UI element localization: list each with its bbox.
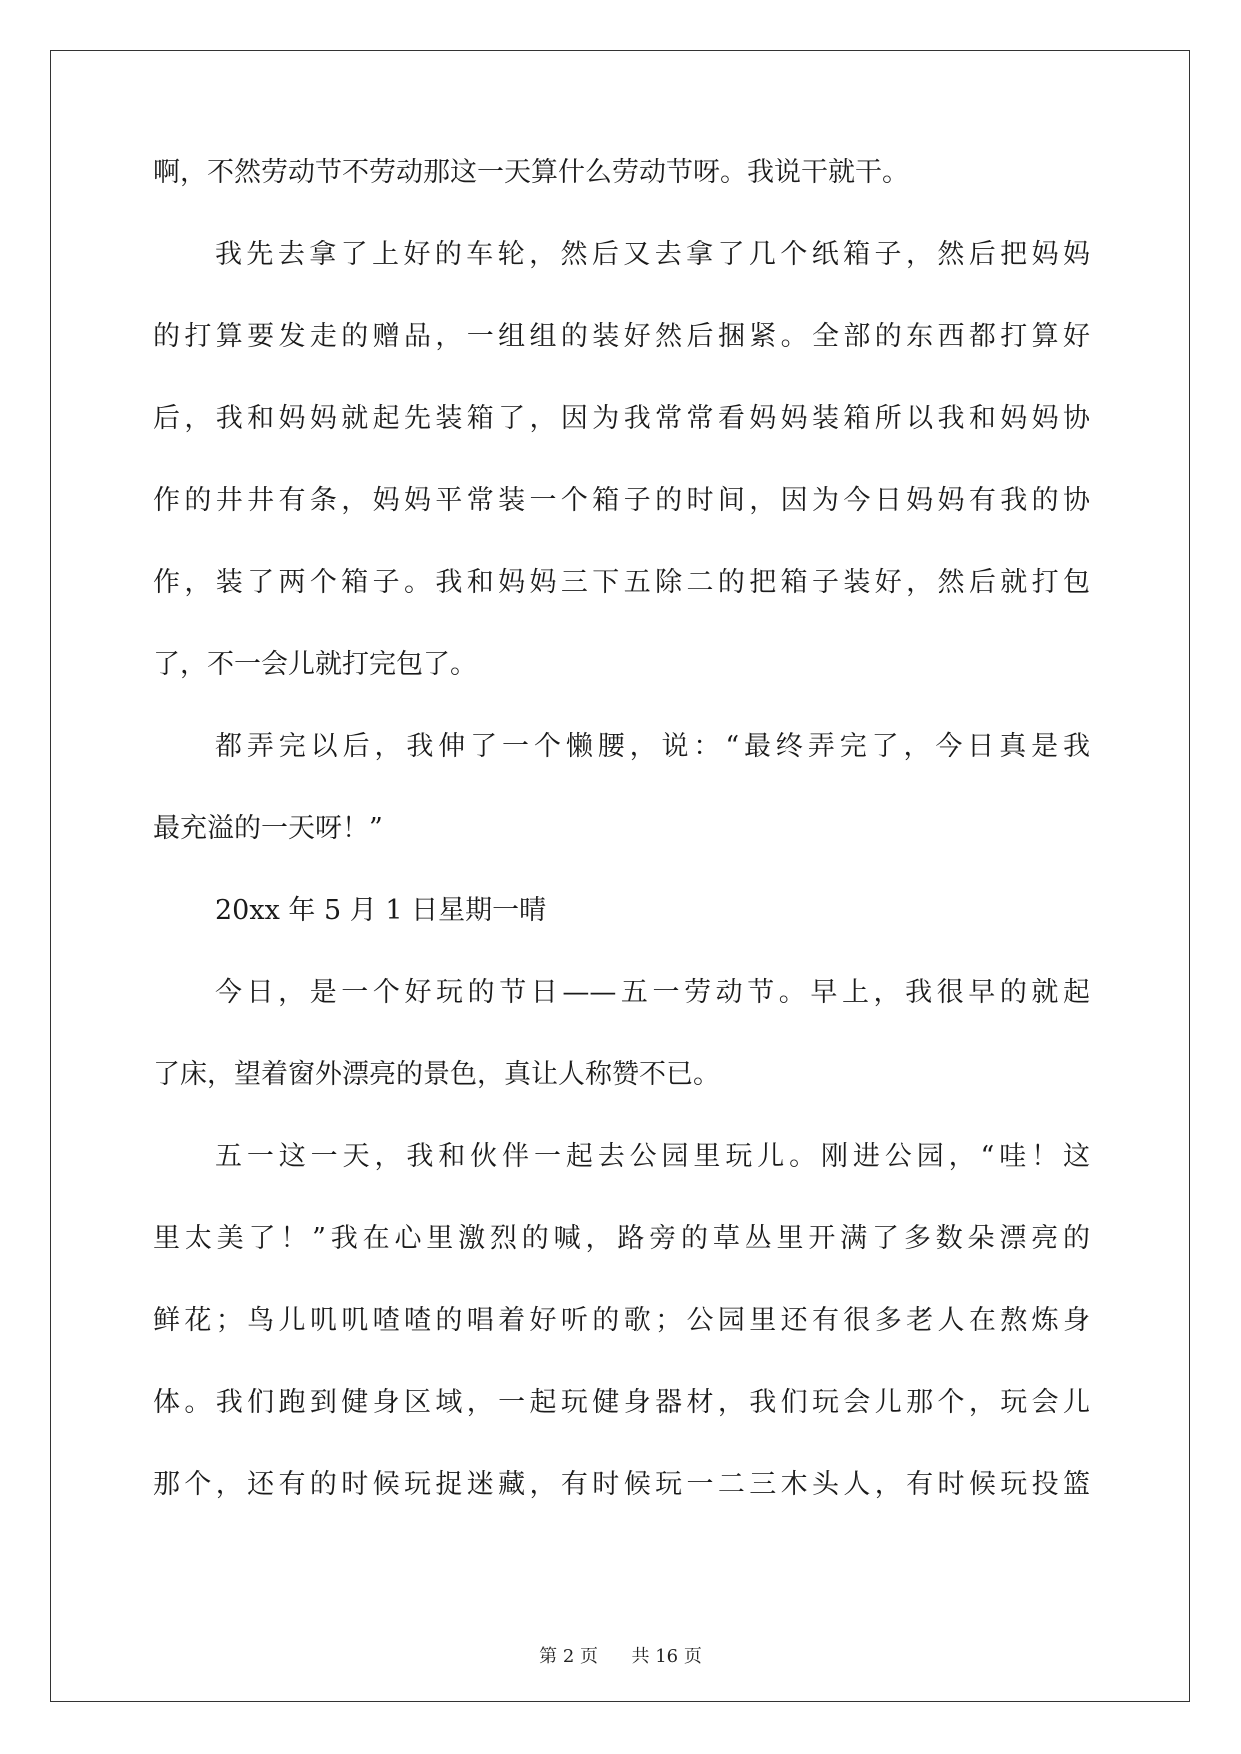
text-line: 那个，还有的时候玩捉迷藏，有时候玩一二三木头人，有时候玩投篮 (153, 1469, 1090, 1500)
text-line: 今日，是一个好玩的节日——五一劳动节。早上，我很早的就起 (215, 977, 1090, 1008)
text-line: 都弄完以后，我伸了一个懒腰，说：“最终弄完了，今日真是我 (215, 731, 1090, 762)
text-line: 里太美了！”我在心里激烈的喊，路旁的草丛里开满了多数朵漂亮的 (153, 1223, 1090, 1254)
page-number: 第 2 页 (539, 1646, 599, 1667)
text-line: 我先去拿了上好的车轮，然后又去拿了几个纸箱子，然后把妈妈 (215, 239, 1090, 270)
text-line: 体。我们跑到健身区域，一起玩健身器材，我们玩会儿那个，玩会儿 (153, 1387, 1090, 1418)
document-body (153, 132, 1090, 1526)
text-line: 作的井井有条，妈妈平常装一个箱子的时间，因为今日妈妈有我的协 (153, 485, 1090, 516)
text-line: 啊，不然劳动节不劳动那这一天算什么劳动节呀。我说干就干。 (153, 157, 909, 188)
page-footer (0, 1642, 1241, 1668)
page-total: 共 16 页 (631, 1646, 702, 1667)
text-line: 20xx 年 5 月 1 日星期一晴 (215, 895, 547, 926)
text-line: 最充溢的一天呀！” (153, 813, 383, 844)
text-line: 了，不一会儿就打完包了。 (153, 649, 477, 680)
text-line: 后，我和妈妈就起先装箱了，因为我常常看妈妈装箱所以我和妈妈协 (153, 403, 1090, 434)
text-line: 作，装了两个箱子。我和妈妈三下五除二的把箱子装好，然后就打包 (153, 567, 1090, 598)
text-line: 五一这一天，我和伙伴一起去公园里玩儿。刚进公园，“哇！这 (215, 1141, 1090, 1172)
text-line: 的打算要发走的赠品，一组组的装好然后捆紧。全部的东西都打算好 (153, 321, 1090, 352)
text-line: 鲜花；鸟儿叽叽喳喳的唱着好听的歌；公园里还有很多老人在熬炼身 (153, 1305, 1090, 1336)
text-line: 了床，望着窗外漂亮的景色，真让人称赞不已。 (153, 1059, 720, 1090)
